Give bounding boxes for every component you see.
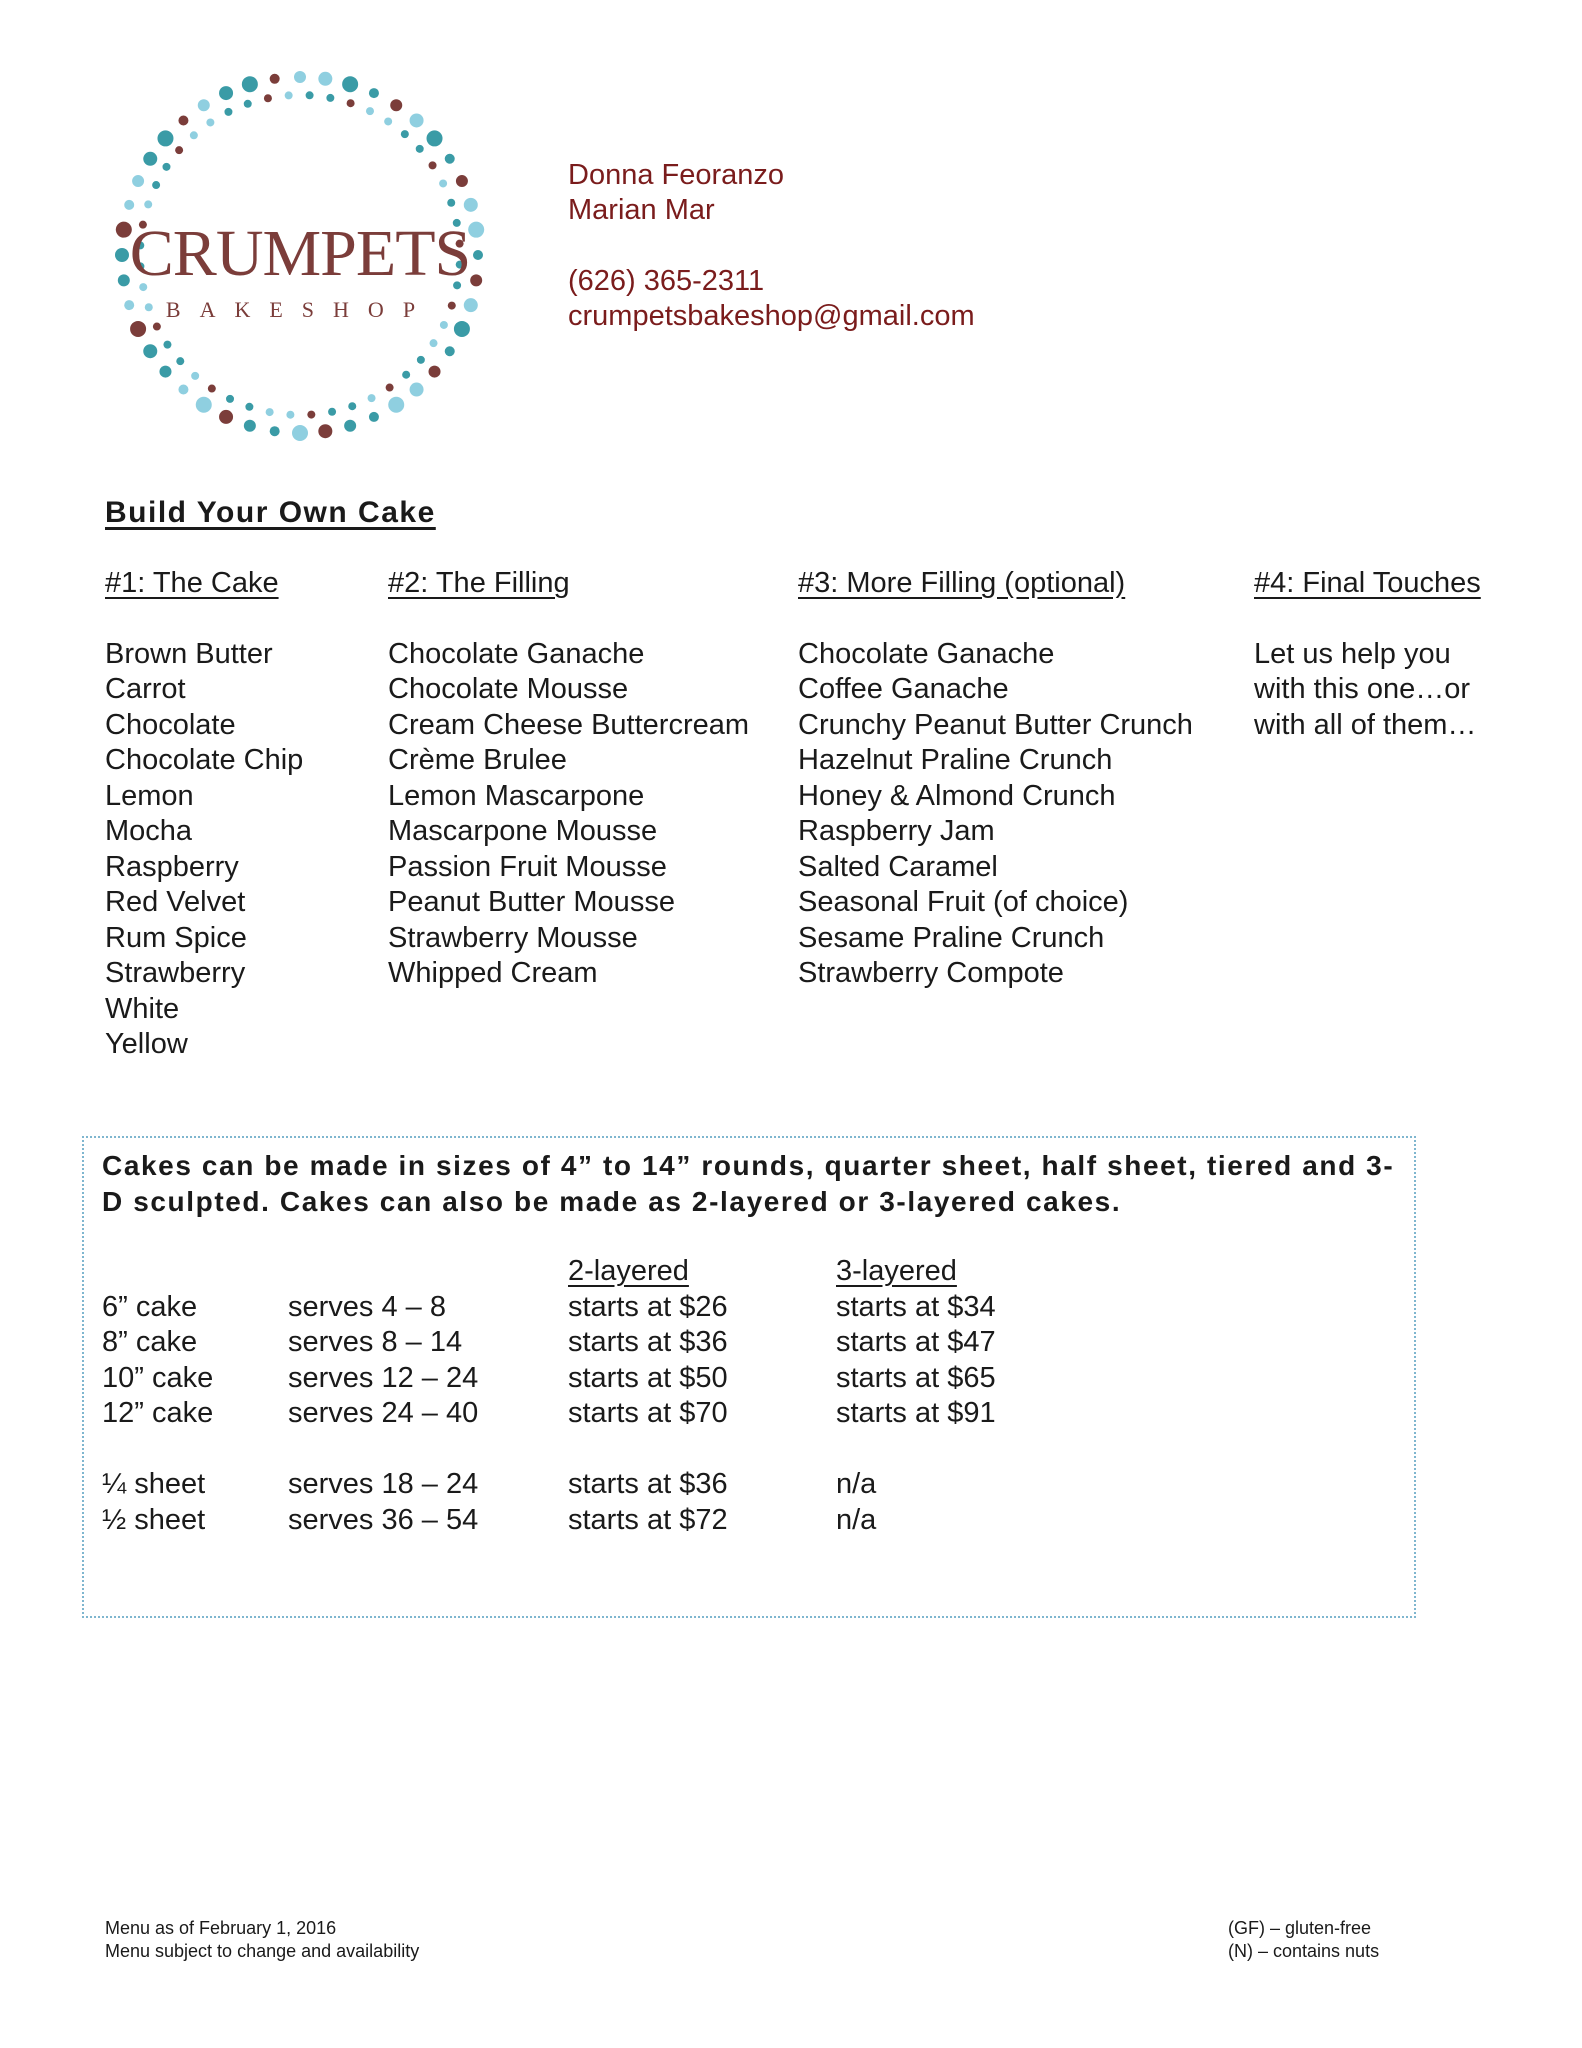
footer-legend [1228,1917,1379,1963]
logo-dot [390,99,402,111]
pricing-serves: serves 12 – 24 [288,1361,479,1394]
pricing-two: starts at $26 [568,1290,728,1323]
logo-dot [366,107,374,115]
column-final-touches [1254,566,1481,743]
logo-dot [143,344,157,358]
filling-item: Crème Brulee [388,744,567,776]
logo-dot [454,321,470,337]
logo-dot [470,274,482,286]
logo-dot [132,175,144,187]
column-more-filling [798,566,1193,992]
logo-dot [198,99,210,111]
more-item: Crunchy Peanut Butter Crunch [798,708,1193,741]
pricing-three: starts at $91 [836,1397,996,1429]
logo-dot [306,91,314,99]
logo-dot [270,426,280,436]
logo-dot [244,100,252,108]
logo-dot [264,94,272,102]
logo-dot [206,118,214,126]
logo-dot [402,371,410,379]
logo-dot [347,99,355,107]
cake-item: Yellow [105,1028,188,1060]
logo-dot [124,300,134,310]
sizes-pricing-box [82,1136,1416,1618]
crumpets-logo [105,60,495,450]
logo-dot [157,130,173,146]
logo-dot [178,115,188,125]
logo-dot [368,394,376,402]
legend-contains-nuts: (N) – contains nuts [1228,1941,1380,1961]
logo-dot [473,250,483,260]
pricing-serves: serves 4 – 8 [288,1290,446,1323]
logo-dot [196,397,212,413]
logo-dot [445,346,455,356]
pricing-two: starts at $70 [568,1397,728,1429]
logo-dot [445,154,455,164]
page-title: Build Your Own Cake [105,496,436,529]
column-more-heading: #3: More Filling (optional) [798,567,1126,599]
logo-dot [244,420,256,432]
final-item: Let us help you [1254,637,1451,670]
pricing-serves: serves 36 – 54 [288,1503,479,1536]
logo-dot [285,91,293,99]
filling-item: Whipped Cream [388,957,598,989]
pricing-size: ½ sheet [102,1503,206,1536]
filling-item: Passion Fruit Mousse [388,850,667,883]
column-final-heading: #4: Final Touches [1254,567,1481,599]
logo-dot [144,200,152,208]
logo-dot [143,152,157,166]
more-item: Strawberry Compote [798,957,1064,989]
filling-item: Strawberry Mousse [388,921,638,954]
logo-dot [153,323,161,331]
logo-dot [286,411,294,419]
footer-left [105,1917,419,1963]
cake-item: Chocolate Chip [105,744,304,776]
logo-dot [410,383,424,397]
logo-dot [292,425,308,441]
pricing-two: starts at $36 [568,1468,728,1500]
pricing-two: starts at $36 [568,1326,728,1358]
more-item: Hazelnut Praline Crunch [798,744,1113,776]
logo-dot [388,397,404,413]
filling-item: Chocolate Mousse [388,673,629,705]
logo-dot [307,411,315,419]
final-item: with this one…or [1254,673,1470,705]
column-cake-heading: #1: The Cake [105,567,279,599]
header-3-layered: 3-layered [836,1255,957,1287]
logo-dot [224,108,232,116]
logo-dot [369,412,379,422]
logo-dot [162,163,170,171]
logo-tagline: BAKESHOP [165,297,435,322]
logo-dot [318,72,332,86]
cake-item: Carrot [105,673,186,705]
cake-item: Rum Spice [105,921,247,954]
pricing-serves: serves 18 – 24 [288,1468,479,1500]
logo-dot [118,274,130,286]
filling-item: Cream Cheese Buttercream [388,708,750,741]
pricing-size: ¼ sheet [102,1468,206,1500]
logo-dot [328,408,336,416]
logo-dot [326,94,334,102]
more-item: Salted Caramel [798,850,998,883]
contact-phone[interactable]: (626) 365-2311 [568,265,765,297]
logo-dot [159,366,171,378]
cake-item: Lemon [105,779,194,812]
logo-dot [130,321,146,337]
filling-item: Chocolate Ganache [388,637,645,670]
pricing-serves: serves 8 – 14 [288,1326,463,1358]
pricing-three: n/a [836,1468,877,1500]
footer-menu-note: Menu subject to change and availability [105,1941,420,1961]
contact-name-1: Donna Feoranzo [568,159,785,191]
filling-item: Lemon Mascarpone [388,779,645,812]
logo-dot [384,117,392,125]
logo-dot [245,403,253,411]
logo-dot [416,145,424,153]
cake-item: Mocha [105,815,193,847]
logo-brand-name: CRUMPETS [129,217,471,290]
pricing-size: 10” cake [102,1361,214,1394]
logo-dot [401,130,409,138]
more-item: Chocolate Ganache [798,637,1055,670]
logo-dot [427,130,443,146]
logo-dot [208,385,216,393]
logo-dot [115,248,129,262]
logo-dot [430,339,438,347]
pricing-size: 12” cake [102,1397,214,1429]
pricing-two: starts at $72 [568,1503,728,1536]
cake-item: Raspberry [105,850,239,883]
pricing-three: starts at $47 [836,1326,996,1358]
logo-dot [270,74,280,84]
logo-dot [175,146,183,154]
pricing-two: starts at $50 [568,1361,728,1394]
logo-dot [464,198,478,212]
logo-dot [386,384,394,392]
legend-gluten-free: (GF) – gluten-free [1228,1918,1372,1938]
pricing-three: n/a [836,1503,877,1536]
pricing-serves: serves 24 – 40 [288,1397,479,1429]
logo-dot [464,298,478,312]
logo-dot [448,302,456,310]
pricing-size: 8” cake [102,1326,198,1358]
column-filling [388,566,749,992]
logo-dot [145,303,153,311]
logo-dot [439,179,447,187]
cake-item: Chocolate [105,708,236,741]
more-item: Sesame Praline Crunch [798,921,1105,954]
final-item: with all of them… [1254,708,1477,741]
logo-dot [342,76,358,92]
logo-dot [348,402,356,410]
logo-dot [369,88,379,98]
logo-dot [176,357,184,365]
filling-item: Mascarpone Mousse [388,815,658,847]
logo-dot [456,175,468,187]
cake-item: White [105,992,180,1025]
pricing-size: 6” cake [102,1290,198,1323]
pricing-three: starts at $34 [836,1290,996,1323]
logo-dot [226,395,234,403]
logo-dot [124,200,134,210]
cake-item: Red Velvet [105,886,246,918]
filling-item: Peanut Butter Mousse [388,886,675,918]
pricing-three: starts at $65 [836,1361,996,1394]
column-filling-heading: #2: The Filling [388,567,570,599]
logo-dot [318,424,332,438]
logo-dot [410,113,424,127]
column-cake [105,566,303,1063]
logo-dot [266,408,274,416]
more-item: Coffee Ganache [798,673,1009,705]
more-item: Seasonal Fruit (of choice) [798,886,1129,918]
logo-dot [294,71,306,83]
logo-dot [191,372,199,380]
sizes-intro: Cakes can be made in sizes of 4” to 14” rounds, quarter sheet, half sheet, tiered and 3-D sculpted. Cakes can also be made as 2-layered or 3-layered cakes. [102,1150,1395,1217]
logo-dot [468,222,484,238]
logo-dot [242,76,258,92]
logo-dot [190,131,198,139]
contact-block [568,158,975,334]
logo-dot [178,385,188,395]
header-2-layered: 2-layered [568,1255,689,1287]
cake-item: Strawberry [105,957,246,989]
contact-name-2: Marian Mar [568,194,715,226]
footer-menu-date: Menu as of February 1, 2016 [105,1918,337,1938]
logo-dot [429,161,437,169]
logo-dot [152,181,160,189]
contact-email[interactable]: crumpetsbakeshop@gmail.com [568,300,975,332]
cake-item: Brown Butter [105,637,273,670]
logo-dot [219,86,233,100]
logo-dot [447,199,455,207]
logo-dot [344,420,356,432]
more-item: Raspberry Jam [798,815,995,847]
logo-dot [429,366,441,378]
logo-dot [219,410,233,424]
logo-dot [417,356,425,364]
more-item: Honey & Almond Crunch [798,779,1116,812]
logo-dot [440,321,448,329]
logo-dot [163,341,171,349]
